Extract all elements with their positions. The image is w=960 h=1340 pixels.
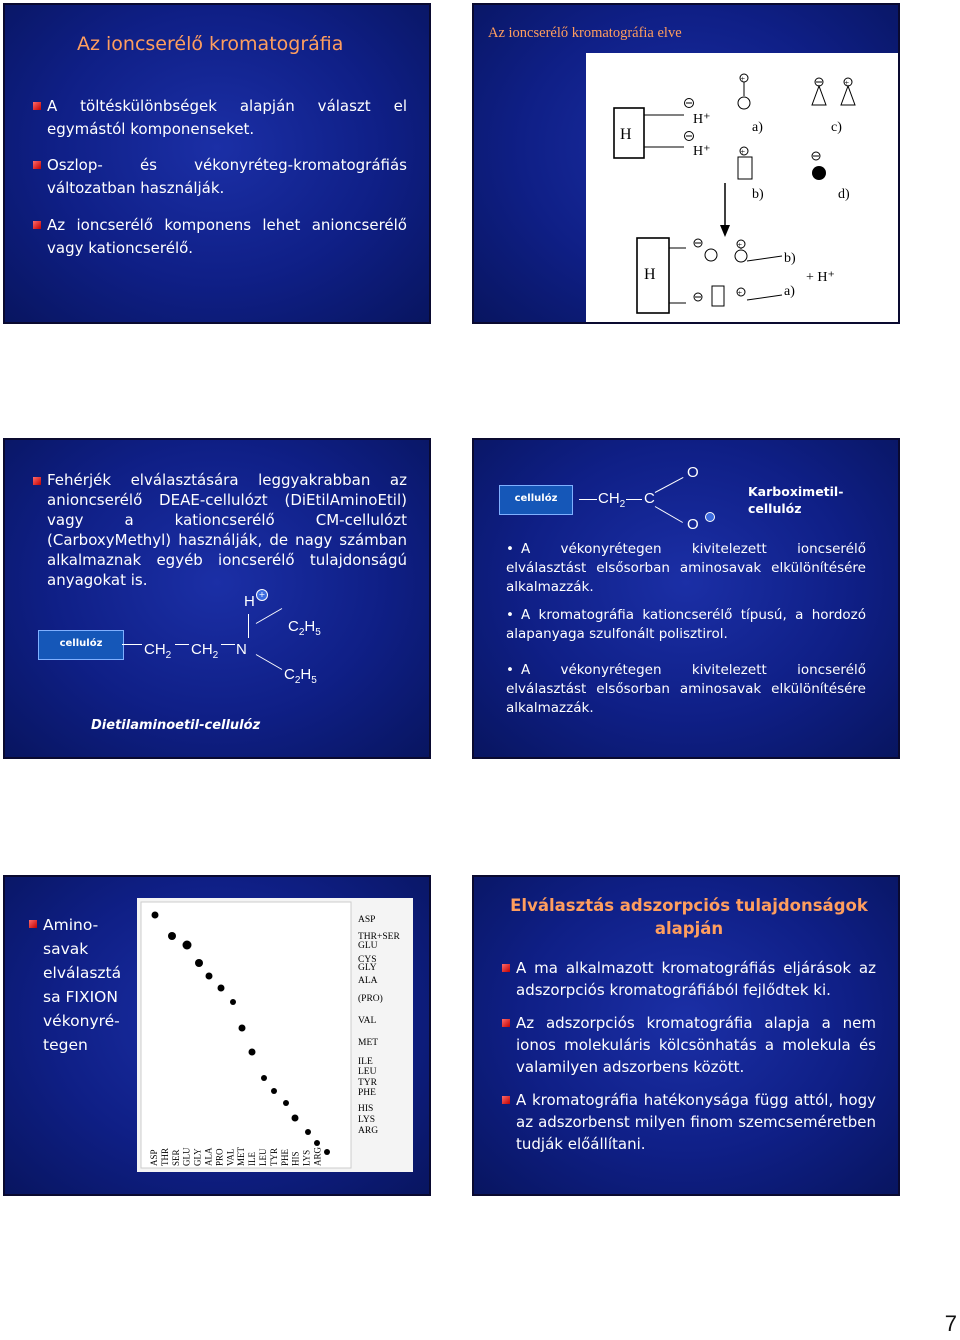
svg-text:+: + xyxy=(737,288,743,298)
amino-acid-label: ASP xyxy=(358,915,376,925)
lane-label: LEU xyxy=(258,1148,268,1166)
amino-acid-label: LEU xyxy=(358,1067,377,1077)
bullet-item: Amino-savak elválasztá sa FIXION vékonyré-tegen xyxy=(29,913,129,1057)
tlc-plate-image xyxy=(137,898,413,1172)
ethyl-group: $C_2H_5$ xyxy=(288,618,321,638)
amino-acid-label: LYS xyxy=(358,1115,375,1125)
page-number: 7 xyxy=(944,1311,957,1336)
slide-ion-exchange-principle xyxy=(472,3,900,324)
lane-label: GLY xyxy=(192,1148,203,1166)
nitrogen: N xyxy=(236,641,247,658)
svg-text:H: H xyxy=(644,266,656,283)
svg-text:c): c) xyxy=(831,120,842,135)
amino-acid-label: ALA xyxy=(358,976,378,986)
figure-caption: Dietilaminoetil-cellulóz xyxy=(91,718,261,733)
bullet-item: A ma alkalmazott kromatográfiás eljárások az adszorpciós kromatográfiából fejlődtek ki. xyxy=(502,957,876,1001)
svg-text:+: + xyxy=(740,147,746,157)
bullet-item: Fehérjék elválasztására leggyakrabban az anioncserélő DEAE-cellulózt (DiEtilAminoEtil) vagy a kationcserélő CM-cellulózt (CarboxyMethyl) használják, de nagy számban alkalmaznak egyéb ioncserélő tulajdonságú anyagokat is. xyxy=(33,470,407,590)
slide-title: Az ioncserélő kromatográfia xyxy=(77,33,344,55)
amino-acid-label: VAL xyxy=(358,1016,377,1026)
cellulose-box: cellulóz xyxy=(499,485,573,515)
svg-text:+: + xyxy=(737,240,743,250)
lane-label: THR xyxy=(159,1148,170,1166)
svg-text:+: + xyxy=(740,74,746,84)
bullet-list xyxy=(33,95,407,260)
bullet-list xyxy=(29,913,129,1057)
bond xyxy=(626,499,642,500)
bullet-item: • A vékonyrétegen kivitelezett ioncserélő elválasztást elsősorban aminosavak elkülönítésére alkalmazzák. xyxy=(506,661,866,718)
negative-charge-icon xyxy=(705,512,715,522)
svg-text:a): a) xyxy=(752,120,763,135)
amino-acid-label: TYR xyxy=(358,1078,377,1088)
lane-label: PHE xyxy=(279,1148,290,1166)
ch2-group: $CH_2$ xyxy=(144,641,172,661)
amino-acid-label: GLY xyxy=(358,963,377,973)
amino-acid-label: ILE xyxy=(358,1057,373,1067)
bullet-item: A töltéskülönbségek alapján választ el egymástól komponenseket. xyxy=(33,95,407,141)
hydrogen: H xyxy=(244,593,255,610)
lane-label: MET xyxy=(236,1147,247,1166)
lane-label: SER xyxy=(170,1149,181,1166)
bond xyxy=(175,644,189,645)
amino-acid-label: PHE xyxy=(358,1088,376,1098)
slide-cm-cellulose xyxy=(472,438,900,759)
slide-ion-exchange-intro xyxy=(3,3,431,324)
svg-text:+: + xyxy=(844,78,850,88)
bullet-list xyxy=(506,540,866,727)
lane-label: PRO xyxy=(214,1148,225,1166)
lane-label: TYR xyxy=(268,1148,279,1166)
bond xyxy=(221,644,235,645)
slide-title: Az ioncserélő kromatográfia elve xyxy=(488,25,682,41)
bond xyxy=(248,614,249,638)
bullet-item: Az ioncserélő komponens lehet anioncserélő vagy kationcserélő. xyxy=(33,214,407,260)
bond xyxy=(256,654,282,670)
ion-exchange-diagram xyxy=(586,53,900,324)
bullet-item: Oszlop- és vékonyréteg-kromatográfiás változatban használják. xyxy=(33,154,407,200)
bond xyxy=(655,506,683,523)
carbon: C xyxy=(644,490,655,507)
lane-label: GLU xyxy=(181,1147,192,1166)
ch2-group: $CH_2$ xyxy=(191,641,219,661)
resin-h-label: H xyxy=(620,126,632,143)
svg-text:d): d) xyxy=(838,187,850,202)
svg-text:H⁺: H⁺ xyxy=(693,112,711,127)
svg-text:+ H⁺: + H⁺ xyxy=(806,270,835,285)
lane-label: ARG xyxy=(312,1146,323,1166)
lane-label: ILE xyxy=(247,1152,258,1166)
lane-label: VAL xyxy=(225,1148,236,1166)
amino-acid-label: ARG xyxy=(358,1126,379,1136)
bullet-item: • A vékonyrétegen kivitelezett ioncserélő elválasztást elsősorban aminosavak elkülönítésére alkalmazzák. xyxy=(506,540,866,597)
svg-text:b): b) xyxy=(752,187,764,202)
bullet-item: Az adszorpciós kromatográfia alapja a nem ionos molekuláris kölcsönhatás a molekula és valamilyen adszorbens között. xyxy=(502,1012,876,1078)
oxygen: O xyxy=(687,464,699,481)
ion-exchange-diagram-svg xyxy=(586,53,900,324)
bullet-item: A kromatográfia hatékonysága függ attól, hogy az adszorbenst milyen finom szemcseméretben tudják előállítani. xyxy=(502,1089,876,1155)
lane-label: HIS xyxy=(290,1151,301,1166)
positive-charge-icon: + xyxy=(256,589,268,601)
tlc-plate-svg xyxy=(137,898,413,1172)
amino-acid-label: (PRO) xyxy=(358,994,383,1004)
bond xyxy=(122,644,142,645)
lane-label: ALA xyxy=(203,1147,214,1166)
amino-acid-label: THR+SER xyxy=(358,932,400,942)
bullet-item: • A kromatográfia kationcserélő típusú, a hordozó alapanyaga szulfonált polisztirol. xyxy=(506,606,866,644)
svg-text:H⁺: H⁺ xyxy=(693,144,711,159)
cellulose-box: cellulóz xyxy=(38,630,124,660)
bond xyxy=(579,499,597,500)
svg-text:a): a) xyxy=(784,284,795,299)
lane-label: LYS xyxy=(301,1149,312,1166)
ethyl-group: $C_2H_5$ xyxy=(284,666,317,686)
bullet-list xyxy=(502,957,876,1155)
amino-acid-label: CYS xyxy=(358,955,377,965)
amino-acid-label: GLU xyxy=(358,941,378,951)
svg-text:b): b) xyxy=(784,251,796,266)
slide-title: Elválasztás adszorpciós tulajdonságok alapján xyxy=(510,896,868,938)
slide-deae-cellulose xyxy=(3,438,431,759)
bullet-list xyxy=(33,470,407,590)
amino-acid-label: MET xyxy=(358,1038,379,1048)
bond xyxy=(655,477,684,493)
cm-cellulose-label: Karboximetil-cellulóz xyxy=(748,484,844,516)
ch2-group: $CH_2$ xyxy=(598,490,626,510)
amino-acid-label: HIS xyxy=(358,1104,374,1114)
slide-amino-acid-tlc xyxy=(3,875,431,1196)
bond xyxy=(256,608,282,624)
oxygen: O xyxy=(687,516,699,533)
slide-adsorption xyxy=(472,875,900,1196)
lane-label: ASP xyxy=(149,1149,159,1166)
